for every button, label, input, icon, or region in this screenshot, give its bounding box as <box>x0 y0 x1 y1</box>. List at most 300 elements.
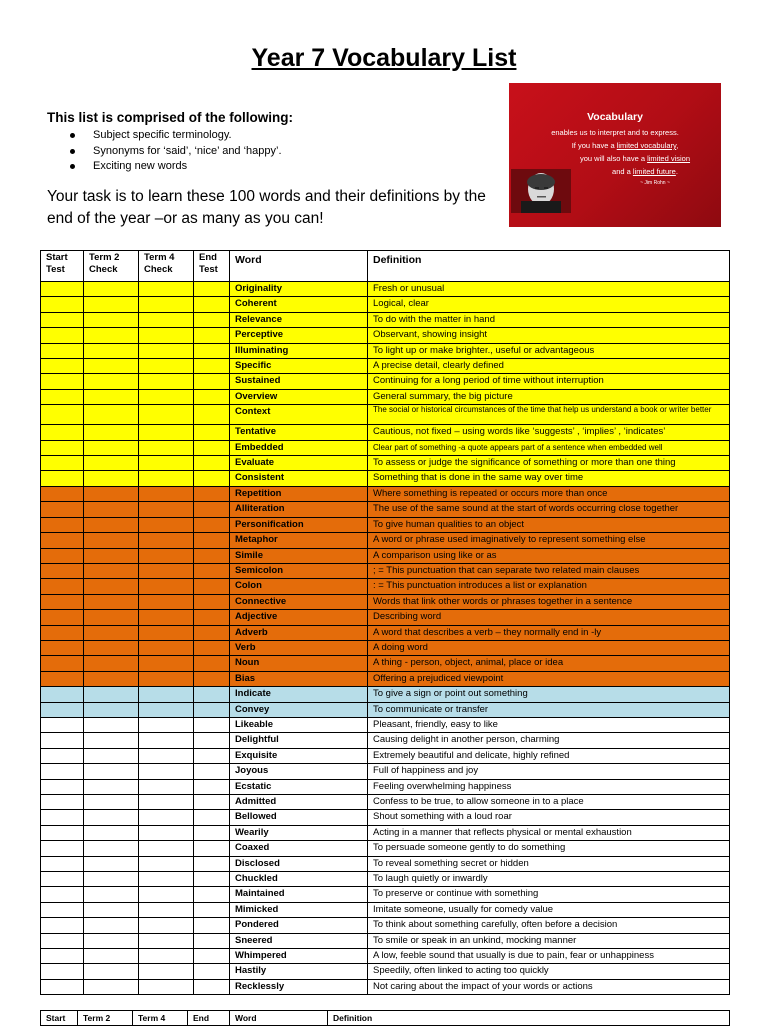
start-test-cell <box>41 548 84 563</box>
table-row <box>41 902 730 917</box>
term2-check-cell <box>84 471 139 486</box>
term4-check-cell <box>139 594 194 609</box>
term4-check-cell <box>139 610 194 625</box>
intro-bullet: Subject specific terminology. <box>70 128 282 144</box>
term2-check-cell <box>84 359 139 374</box>
end-test-cell <box>194 841 230 856</box>
end-test-cell <box>194 625 230 640</box>
term2-check-cell <box>84 405 139 425</box>
start-test-cell <box>41 579 84 594</box>
table-row <box>41 748 730 763</box>
definition-cell: To think about something carefully, often before a decision <box>368 918 730 933</box>
table-row <box>41 517 730 532</box>
definition-cell: Imitate someone, usually for comedy value <box>368 902 730 917</box>
term2-check-cell <box>84 594 139 609</box>
definition-cell: To preserve or continue with something <box>368 887 730 902</box>
term2-check-cell <box>84 918 139 933</box>
term4-check-cell <box>139 656 194 671</box>
term4-check-cell <box>139 825 194 840</box>
header-end: End <box>188 1011 230 1026</box>
word-cell: Colon <box>230 579 368 594</box>
table-row <box>41 343 730 358</box>
table-header-row <box>41 251 730 282</box>
term2-check-cell <box>84 374 139 389</box>
header-start-test: Start Test <box>41 251 84 282</box>
quote-line: If you have a limited vocabulary, <box>571 141 679 150</box>
table-row <box>41 717 730 732</box>
term4-check-cell <box>139 502 194 517</box>
start-test-cell <box>41 964 84 979</box>
start-test-cell <box>41 563 84 578</box>
term4-check-cell <box>139 486 194 501</box>
definition-cell: A thing - person, object, animal, place or idea <box>368 656 730 671</box>
definition-cell: A low, feeble sound that usually is due to pain, fear or unhappiness <box>368 949 730 964</box>
term2-check-cell <box>84 517 139 532</box>
table-row <box>41 533 730 548</box>
table-header-row <box>41 1011 730 1026</box>
term2-check-cell <box>84 779 139 794</box>
header-word: Word <box>230 1011 328 1026</box>
word-cell: Chuckled <box>230 872 368 887</box>
intro-bullet-list <box>70 128 282 175</box>
start-test-cell <box>41 733 84 748</box>
definition-cell: To do with the matter in hand <box>368 312 730 327</box>
table-row <box>41 764 730 779</box>
end-test-cell <box>194 533 230 548</box>
start-test-cell <box>41 374 84 389</box>
word-cell: Mimicked <box>230 902 368 917</box>
definition-cell: To laugh quietly or inwardly <box>368 872 730 887</box>
word-cell: Whimpered <box>230 949 368 964</box>
table-row <box>41 486 730 501</box>
end-test-cell <box>194 502 230 517</box>
table-row <box>41 887 730 902</box>
word-cell: Simile <box>230 548 368 563</box>
start-test-cell <box>41 841 84 856</box>
word-cell: Bias <box>230 671 368 686</box>
word-cell: Adverb <box>230 625 368 640</box>
word-cell: Exquisite <box>230 748 368 763</box>
term4-check-cell <box>139 918 194 933</box>
term2-check-cell <box>84 486 139 501</box>
term4-check-cell <box>139 902 194 917</box>
definition-cell: ; = This punctuation that can separate two related main clauses <box>368 563 730 578</box>
word-cell: Context <box>230 405 368 425</box>
quote-author: ~ Jim Rohn ~ <box>640 180 670 186</box>
term2-check-cell <box>84 656 139 671</box>
end-test-cell <box>194 687 230 702</box>
table-row <box>41 312 730 327</box>
start-test-cell <box>41 779 84 794</box>
term4-check-cell <box>139 795 194 810</box>
end-test-cell <box>194 374 230 389</box>
term4-check-cell <box>139 640 194 655</box>
end-test-cell <box>194 825 230 840</box>
definition-cell: A word that describes a verb – they normally end in -ly <box>368 625 730 640</box>
term2-check-cell <box>84 933 139 948</box>
header-term2-check: Term 2 Check <box>84 251 139 282</box>
page-title: Year 7 Vocabulary List <box>251 44 517 72</box>
start-test-cell <box>41 717 84 732</box>
definition-cell: To smile or speak in an unkind, mocking manner <box>368 933 730 948</box>
table-row <box>41 671 730 686</box>
header-start: Start <box>41 1011 78 1026</box>
word-cell: Sustained <box>230 374 368 389</box>
table-row <box>41 548 730 563</box>
word-cell: Noun <box>230 656 368 671</box>
definition-cell: A precise detail, clearly defined <box>368 359 730 374</box>
end-test-cell <box>194 656 230 671</box>
definition-cell: To assess or judge the significance of something or more than one thing <box>368 456 730 471</box>
word-cell: Joyous <box>230 764 368 779</box>
task-instructions: Your task is to learn these 100 words and their definitions by the end of the year –or as many as you can! <box>47 188 486 227</box>
end-test-cell <box>194 548 230 563</box>
start-test-cell <box>41 979 84 994</box>
term2-check-cell <box>84 702 139 717</box>
end-test-cell <box>194 297 230 312</box>
term2-check-cell <box>84 979 139 994</box>
term4-check-cell <box>139 533 194 548</box>
term2-check-cell <box>84 297 139 312</box>
end-test-cell <box>194 887 230 902</box>
definition-cell: Words that link other words or phrases together in a sentence <box>368 594 730 609</box>
table-row <box>41 964 730 979</box>
term2-check-cell <box>84 964 139 979</box>
term4-check-cell <box>139 949 194 964</box>
start-test-cell <box>41 764 84 779</box>
word-cell: Coherent <box>230 297 368 312</box>
table-row <box>41 563 730 578</box>
end-test-cell <box>194 764 230 779</box>
definition-cell: To give human qualities to an object <box>368 517 730 532</box>
portrait-photo-icon <box>511 169 571 213</box>
end-test-cell <box>194 486 230 501</box>
definition-cell: : = This punctuation introduces a list or explanation <box>368 579 730 594</box>
word-cell: Overview <box>230 389 368 404</box>
word-cell: Tentative <box>230 425 368 440</box>
term2-check-cell <box>84 856 139 871</box>
word-cell: Personification <box>230 517 368 532</box>
end-test-cell <box>194 594 230 609</box>
term4-check-cell <box>139 856 194 871</box>
end-test-cell <box>194 389 230 404</box>
table-row <box>41 733 730 748</box>
term4-check-cell <box>139 440 194 455</box>
end-test-cell <box>194 328 230 343</box>
definition-cell: Pleasant, friendly, easy to like <box>368 717 730 732</box>
word-cell: Repetition <box>230 486 368 501</box>
header-term2: Term 2 <box>78 1011 133 1026</box>
term4-check-cell <box>139 471 194 486</box>
intro-heading: This list is comprised of the following: <box>47 110 294 125</box>
start-test-cell <box>41 856 84 871</box>
word-cell: Sneered <box>230 933 368 948</box>
word-cell: Coaxed <box>230 841 368 856</box>
start-test-cell <box>41 625 84 640</box>
term4-check-cell <box>139 671 194 686</box>
header-definition: Definition <box>328 1011 730 1026</box>
definition-cell: To reveal something secret or hidden <box>368 856 730 871</box>
definition-cell: The social or historical circumstances of the time that help us understand a book or writer better <box>368 405 730 425</box>
definition-cell: Something that is done in the same way over time <box>368 471 730 486</box>
end-test-cell <box>194 902 230 917</box>
end-test-cell <box>194 640 230 655</box>
start-test-cell <box>41 949 84 964</box>
end-test-cell <box>194 343 230 358</box>
start-test-cell <box>41 640 84 655</box>
term4-check-cell <box>139 405 194 425</box>
term2-check-cell <box>84 548 139 563</box>
term4-check-cell <box>139 717 194 732</box>
definition-cell: Observant, showing insight <box>368 328 730 343</box>
definition-cell: Cautious, not fixed – using words like ‘suggests’ , ‘implies’ , ‘indicates’ <box>368 425 730 440</box>
term4-check-cell <box>139 872 194 887</box>
table-row <box>41 933 730 948</box>
term2-check-cell <box>84 610 139 625</box>
start-test-cell <box>41 933 84 948</box>
table-row <box>41 282 730 297</box>
term2-check-cell <box>84 579 139 594</box>
start-test-cell <box>41 656 84 671</box>
word-cell: Evaluate <box>230 456 368 471</box>
definition-cell: A comparison using like or as <box>368 548 730 563</box>
intro-bullet: Synonyms for ‘said’, ‘nice’ and ‘happy’. <box>70 144 282 160</box>
header-term4-check: Term 4 Check <box>139 251 194 282</box>
term2-check-cell <box>84 717 139 732</box>
end-test-cell <box>194 671 230 686</box>
table-row <box>41 825 730 840</box>
table-row <box>41 625 730 640</box>
term4-check-cell <box>139 359 194 374</box>
start-test-cell <box>41 405 84 425</box>
start-test-cell <box>41 610 84 625</box>
quote-title: Vocabulary <box>587 111 643 123</box>
word-cell: Consistent <box>230 471 368 486</box>
term4-check-cell <box>139 733 194 748</box>
term4-check-cell <box>139 764 194 779</box>
definition-cell: To light up or make brighter., useful or advantageous <box>368 343 730 358</box>
term2-check-cell <box>84 563 139 578</box>
end-test-cell <box>194 579 230 594</box>
start-test-cell <box>41 533 84 548</box>
word-cell: Semicolon <box>230 563 368 578</box>
definition-cell: Clear part of something -a quote appears part of a sentence when embedded well <box>368 440 730 455</box>
end-test-cell <box>194 795 230 810</box>
header-term4: Term 4 <box>133 1011 188 1026</box>
start-test-cell <box>41 594 84 609</box>
word-cell: Admitted <box>230 795 368 810</box>
table-row <box>41 610 730 625</box>
definition-cell: General summary, the big picture <box>368 389 730 404</box>
term2-check-cell <box>84 887 139 902</box>
term2-check-cell <box>84 425 139 440</box>
definition-cell: To persuade someone gently to do something <box>368 841 730 856</box>
term2-check-cell <box>84 949 139 964</box>
word-cell: Metaphor <box>230 533 368 548</box>
definition-cell: Offering a prejudiced viewpoint <box>368 671 730 686</box>
word-cell: Originality <box>230 282 368 297</box>
definition-cell: To give a sign or point out something <box>368 687 730 702</box>
vocabulary-quote-image <box>509 83 721 227</box>
definition-cell: Speedily, often linked to acting too quickly <box>368 964 730 979</box>
term4-check-cell <box>139 456 194 471</box>
term4-check-cell <box>139 389 194 404</box>
term2-check-cell <box>84 440 139 455</box>
term4-check-cell <box>139 563 194 578</box>
start-test-cell <box>41 902 84 917</box>
start-test-cell <box>41 887 84 902</box>
term4-check-cell <box>139 312 194 327</box>
word-cell: Alliteration <box>230 502 368 517</box>
word-cell: Perceptive <box>230 328 368 343</box>
term4-check-cell <box>139 343 194 358</box>
term4-check-cell <box>139 328 194 343</box>
table-row <box>41 979 730 994</box>
definition-cell: Confess to be true, to allow someone in to a place <box>368 795 730 810</box>
start-test-cell <box>41 825 84 840</box>
term4-check-cell <box>139 748 194 763</box>
term2-check-cell <box>84 825 139 840</box>
term2-check-cell <box>84 748 139 763</box>
end-test-cell <box>194 517 230 532</box>
word-cell: Specific <box>230 359 368 374</box>
term4-check-cell <box>139 425 194 440</box>
word-cell: Wearily <box>230 825 368 840</box>
start-test-cell <box>41 918 84 933</box>
definition-cell: Where something is repeated or occurs more than once <box>368 486 730 501</box>
table-row <box>41 405 730 425</box>
word-cell: Embedded <box>230 440 368 455</box>
table-row <box>41 297 730 312</box>
term2-check-cell <box>84 282 139 297</box>
table-row <box>41 502 730 517</box>
term2-check-cell <box>84 764 139 779</box>
term4-check-cell <box>139 841 194 856</box>
definition-cell: Full of happiness and joy <box>368 764 730 779</box>
word-cell: Adjective <box>230 610 368 625</box>
term2-check-cell <box>84 872 139 887</box>
term2-check-cell <box>84 312 139 327</box>
end-test-cell <box>194 872 230 887</box>
table-row <box>41 425 730 440</box>
term4-check-cell <box>139 517 194 532</box>
end-test-cell <box>194 471 230 486</box>
definition-cell: Fresh or unusual <box>368 282 730 297</box>
term2-check-cell <box>84 810 139 825</box>
end-test-cell <box>194 748 230 763</box>
term2-check-cell <box>84 343 139 358</box>
table-row <box>41 841 730 856</box>
word-cell: Verb <box>230 640 368 655</box>
word-cell: Hastily <box>230 964 368 979</box>
word-cell: Bellowed <box>230 810 368 825</box>
end-test-cell <box>194 949 230 964</box>
table-row <box>41 640 730 655</box>
definition-cell: Logical, clear <box>368 297 730 312</box>
end-test-cell <box>194 425 230 440</box>
start-test-cell <box>41 671 84 686</box>
table-row <box>41 471 730 486</box>
term2-check-cell <box>84 640 139 655</box>
quote-line: enables us to interpret and to express. <box>551 128 679 137</box>
table-row <box>41 389 730 404</box>
table-row <box>41 702 730 717</box>
start-test-cell <box>41 297 84 312</box>
start-test-cell <box>41 748 84 763</box>
table-row <box>41 918 730 933</box>
definition-cell: The use of the same sound at the start of words occurring close together <box>368 502 730 517</box>
start-test-cell <box>41 486 84 501</box>
start-test-cell <box>41 872 84 887</box>
end-test-cell <box>194 856 230 871</box>
term4-check-cell <box>139 964 194 979</box>
term2-check-cell <box>84 671 139 686</box>
end-test-cell <box>194 456 230 471</box>
table-row <box>41 579 730 594</box>
end-test-cell <box>194 359 230 374</box>
start-test-cell <box>41 389 84 404</box>
term4-check-cell <box>139 625 194 640</box>
word-cell: Ecstatic <box>230 779 368 794</box>
end-test-cell <box>194 918 230 933</box>
quote-line: and a limited future. <box>612 167 678 176</box>
table-row <box>41 949 730 964</box>
table-row <box>41 359 730 374</box>
table-row <box>41 374 730 389</box>
start-test-cell <box>41 312 84 327</box>
start-test-cell <box>41 425 84 440</box>
term2-check-cell <box>84 502 139 517</box>
table-row <box>41 440 730 455</box>
term4-check-cell <box>139 374 194 389</box>
word-cell: Convey <box>230 702 368 717</box>
table-row <box>41 328 730 343</box>
definition-cell: To communicate or transfer <box>368 702 730 717</box>
header-end-test: End Test <box>194 251 230 282</box>
start-test-cell <box>41 440 84 455</box>
term2-check-cell <box>84 902 139 917</box>
start-test-cell <box>41 702 84 717</box>
start-test-cell <box>41 795 84 810</box>
start-test-cell <box>41 343 84 358</box>
term2-check-cell <box>84 841 139 856</box>
definition-cell: Feeling overwhelming happiness <box>368 779 730 794</box>
term4-check-cell <box>139 579 194 594</box>
word-cell: Disclosed <box>230 856 368 871</box>
term4-check-cell <box>139 933 194 948</box>
table-row <box>41 779 730 794</box>
term2-check-cell <box>84 625 139 640</box>
start-test-cell <box>41 456 84 471</box>
term4-check-cell <box>139 979 194 994</box>
start-test-cell <box>41 328 84 343</box>
start-test-cell <box>41 687 84 702</box>
end-test-cell <box>194 979 230 994</box>
term2-check-cell <box>84 795 139 810</box>
table-row <box>41 795 730 810</box>
term4-check-cell <box>139 687 194 702</box>
end-test-cell <box>194 312 230 327</box>
end-test-cell <box>194 717 230 732</box>
header-definition: Definition <box>368 251 730 282</box>
word-cell: Recklessly <box>230 979 368 994</box>
intro-bullet: Exciting new words <box>70 159 282 175</box>
vocabulary-table <box>40 250 730 995</box>
table-row <box>41 687 730 702</box>
definition-cell: Not caring about the impact of your words or actions <box>368 979 730 994</box>
word-cell: Maintained <box>230 887 368 902</box>
definition-cell: Acting in a manner that reflects physical or mental exhaustion <box>368 825 730 840</box>
